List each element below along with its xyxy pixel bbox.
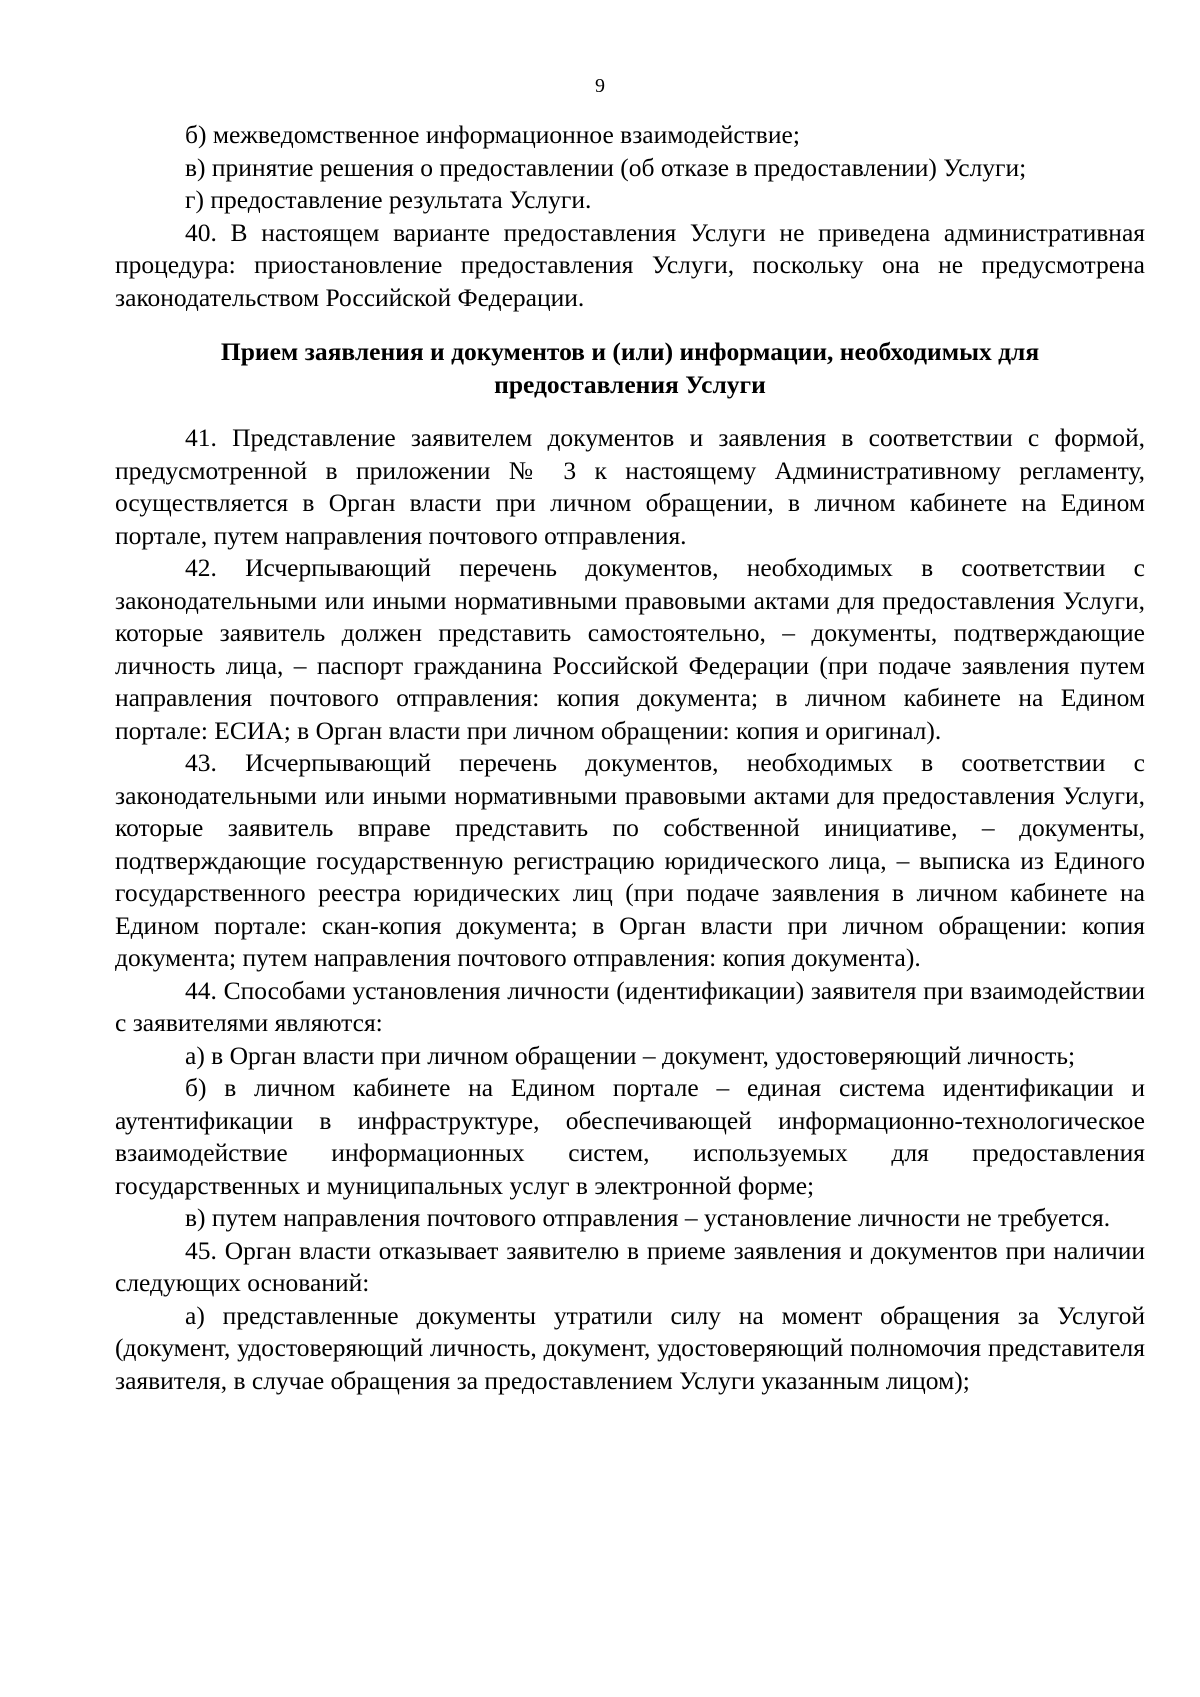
list-item-g: г) предоставление результата Услуги. [185, 185, 592, 214]
section-heading: Прием заявления и документов и (или) информации, необходимых для предоставления Услуги [220, 337, 1040, 399]
paragraph-44-a: а) в Орган власти при личном обращении – документ, удостоверяющий личность; [185, 1040, 1076, 1070]
page-number: 9 [595, 75, 605, 97]
paragraph-41: 41. Представление заявителем документов и заявления в соответствии с формой, предусмотренной в приложении № 3 к настоящему Административному регламенту, осуществляется в Орган власти при личном обращении, в личном кабинете на Едином портале, путем направления почтового отправления. [115, 423, 1145, 550]
paragraph-44: 44. Способами установления личности (идентификации) заявителя при взаимодействии с заявителями являются: [115, 975, 1145, 1037]
list-item-b: б) межведомственное информационное взаимодействие; [185, 120, 800, 149]
paragraph-43: 43. Исчерпывающий перечень документов, необходимых в соответствии с законодательными или иными нормативными правовыми актами для предоставления Услуги, которые заявитель вправе представить по собственной инициативе, – документы, подтверждающие государственную регистрацию юридического лица, – выписка из Единого государственного реестра юридических лиц (при подаче заявления в личном кабинете на Едином портале: скан-копия документа; в Орган власти при личном обращении: копия документа; путем направления почтового отправления: копия документа). [115, 748, 1145, 972]
paragraph-40: 40. В настоящем варианте предоставления Услуги не приведена административная процедура: приостановление предоставления Услуги, поскольку она не предусмотрена законодательством Российской Федерации. [115, 217, 1145, 312]
paragraph-45-a: а) представленные документы утратили силу на момент обращения за Услугой (документ, удостоверяющий личность, документ, удостоверяющий полномочия представителя заявителя, в случае обращения за предоставлением Услуги указанным лицом); [115, 1300, 1145, 1395]
document-body [115, 119, 1145, 1397]
list-item-v: в) принятие решения о предоставлении (об отказе в предоставлении) Услуги; [185, 152, 1027, 182]
paragraph-45: 45. Орган власти отказывает заявителю в приеме заявления и документов при наличии следующих оснований: [115, 1235, 1145, 1297]
paragraph-44-v: в) путем направления почтового отправления – установление личности не требуется. [185, 1203, 1111, 1232]
paragraph-42: 42. Исчерпывающий перечень документов, необходимых в соответствии с законодательными или иными нормативными правовыми актами для предоставления Услуги, которые заявитель должен представить самостоятельно, – документы, подтверждающие личность лица, – паспорт гражданина Российской Федерации (при подаче заявления путем направления почтового отправления: копия документа; в личном кабинете на Едином портале: ЕСИА; в Орган власти при личном обращении: копия и оригинал). [115, 553, 1145, 745]
paragraph-44-b: б) в личном кабинете на Едином портале – единая система идентификации и аутентификации в инфраструктуре, обеспечивающей информационно-технологическое взаимодействие информационных систем, используемых для предоставления государственных и муниципальных услуг в электронной форме; [115, 1073, 1145, 1200]
